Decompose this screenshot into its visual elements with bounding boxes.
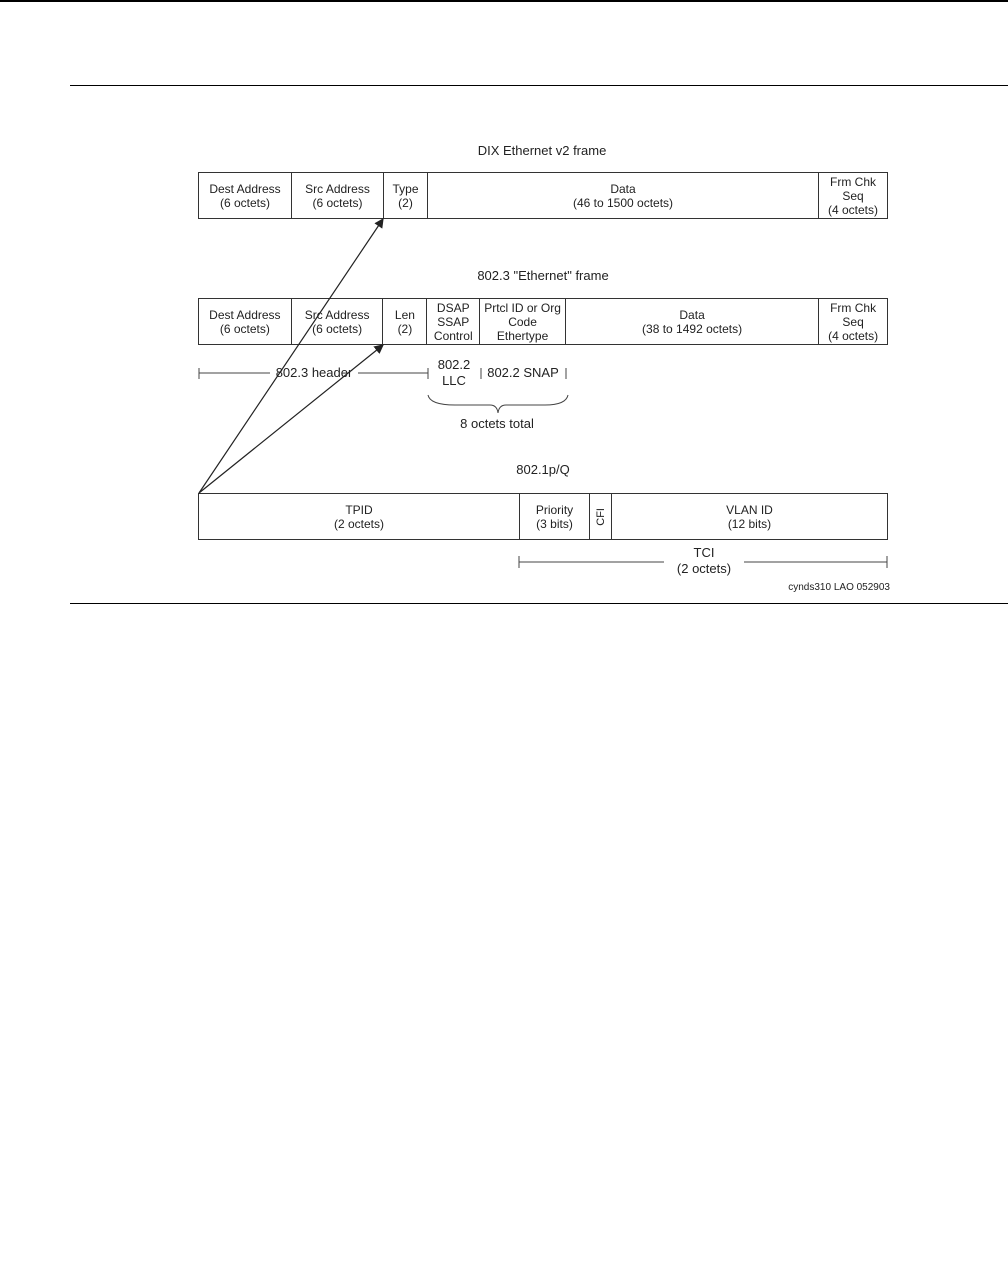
ieee8023-snap-field: Prtcl ID or Org Code Ethertype (480, 299, 566, 344)
dix-fcs-field: Frm Chk Seq (4 octets) (827, 174, 878, 217)
figure-id-label: cynds310 LAO 052903 (788, 582, 890, 593)
octets-total-label: 8 octets total (460, 416, 534, 431)
vlan-id-field: VLAN ID (12 bits) (726, 502, 773, 531)
snap-label: 802.2 SNAP (487, 365, 559, 380)
ieee8023-len-field: Len (2) (383, 299, 427, 344)
dix-frame-title: DIX Ethernet v2 frame (477, 143, 607, 158)
snap-bracket (481, 368, 566, 379)
ieee8023-src-address-field: Src Address (6 octets) (292, 299, 384, 344)
ieee8023-dest-address-field: Dest Address (6 octets) (199, 299, 292, 344)
arrow-to-ieee8023-len (199, 345, 383, 493)
ieee8023-llc-field: DSAP SSAP Control (427, 299, 480, 344)
arrow-to-dix-type (199, 219, 383, 493)
ieee8023-header-bracket (199, 368, 428, 379)
tci-bracket (519, 556, 887, 568)
ieee8023-frame-title: 802.3 "Ethernet" frame (477, 268, 609, 283)
dix-src-address-field: Src Address (6 octets) (292, 173, 384, 218)
tci-label: TCI (2 octets) (664, 545, 744, 577)
ieee8023-fcs-field: Frm Chk Seq (4 octets) (828, 300, 879, 343)
dix-type-field: Type (2) (384, 173, 428, 218)
octets-total-brace (428, 395, 568, 413)
ieee8023-data-field: Data (38 to 1492 octets) (566, 299, 819, 344)
dix-data-field: Data (46 to 1500 octets) (428, 173, 819, 218)
priority-field: Priority (3 bits) (520, 494, 590, 539)
cfi-field: CFI (590, 494, 612, 539)
dot1q-title: 802.1p/Q (516, 462, 570, 477)
llc-label: 802.2 LLC (437, 357, 471, 388)
tpid-field: TPID (2 octets) (199, 494, 520, 539)
dix-dest-address-field: Dest Address (6 octets) (199, 173, 292, 218)
ieee8023-header-label: 802.3 header (264, 365, 364, 381)
